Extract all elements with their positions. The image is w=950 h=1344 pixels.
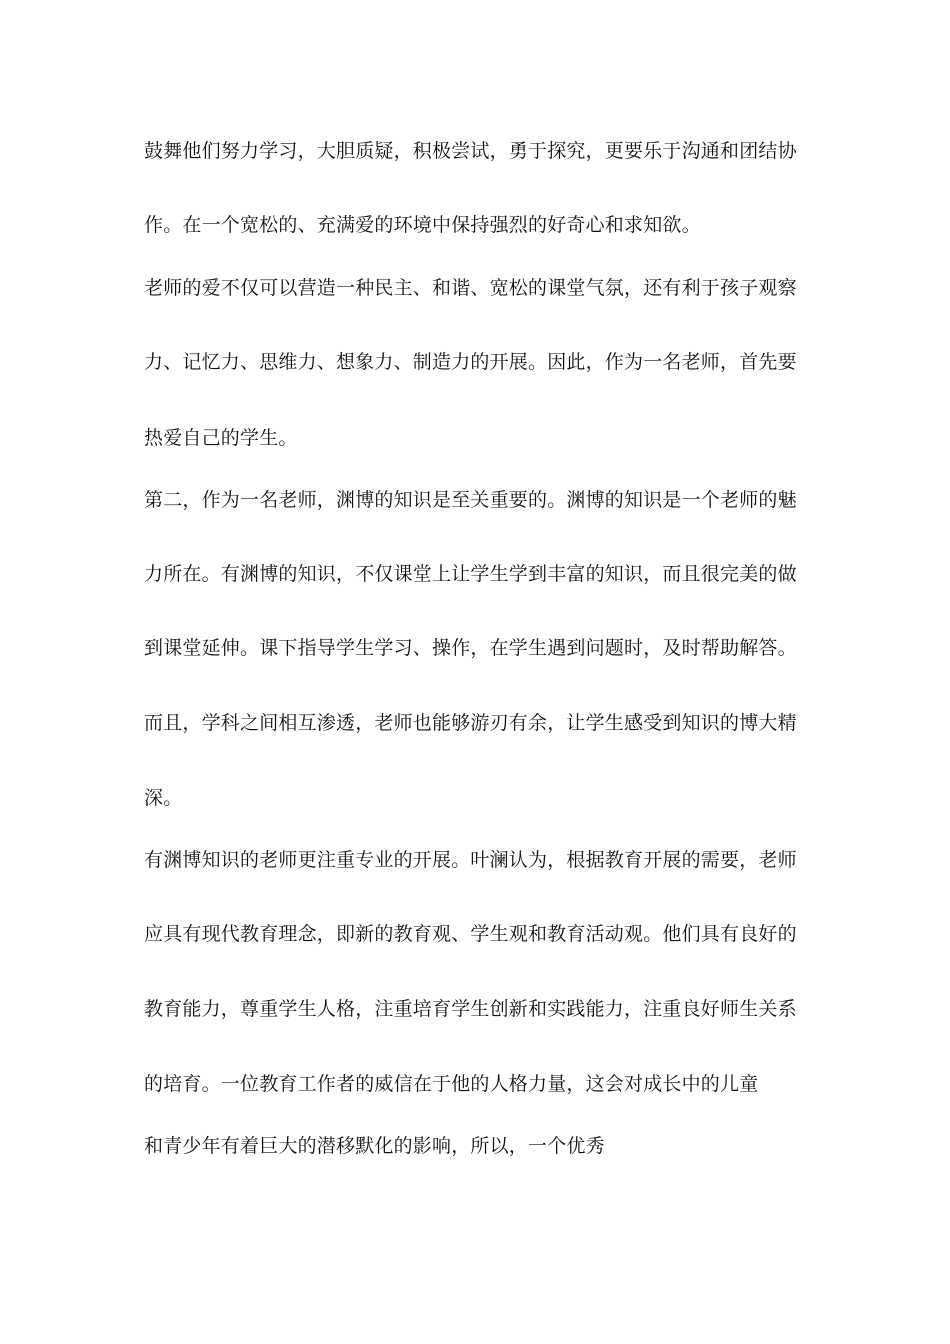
text-line: 和青少年有着巨大的潜移默化的影响，所以，一个优秀: [144, 1135, 605, 1157]
text-line: 深。: [144, 787, 183, 809]
text-line: 力、记忆力、思维力、想象力、制造力的开展。因此，作为一名老师，首先要: [144, 351, 797, 373]
text-line: 鼓舞他们努力学习，大胆质疑，积极尝试，勇于探究，更要乐于沟通和团结协: [144, 140, 797, 162]
text-line: 作。在一个宽松的、充满爱的环境中保持强烈的好奇心和求知欲。: [144, 214, 701, 236]
text-line: 而且，学科之间相互渗透，老师也能够游刃有余，让学生感受到知识的博大精: [144, 712, 797, 734]
text-line: 第二，作为一名老师，渊博的知识是至关重要的。渊博的知识是一个老师的魅: [144, 489, 797, 511]
text-line: 有渊博知识的老师更注重专业的开展。叶澜认为，根据教育开展的需要，老师: [144, 849, 797, 871]
text-line: 老师的爱不仅可以营造一种民主、和谐、宽松的课堂气氛，还有利于孩子观察: [144, 277, 797, 299]
text-line: 力所在。有渊博的知识，不仅课堂上让学生学到丰富的知识，而且很完美的做: [144, 563, 797, 585]
text-line: 到课堂延伸。课下指导学生学习、操作，在学生遇到问题时，及时帮助解答。: [144, 637, 797, 659]
text-line: 热爱自己的学生。: [144, 427, 298, 449]
text-line: 应具有现代教育理念，即新的教育观、学生观和教育活动观。他们具有良好的: [144, 923, 797, 945]
text-line: 教育能力，尊重学生人格，注重培育学生创新和实践能力，注重良好师生关系: [144, 998, 797, 1020]
text-line: 的培育。一位教育工作者的威信在于他的人格力量，这会对成长中的儿童: [144, 1073, 759, 1095]
